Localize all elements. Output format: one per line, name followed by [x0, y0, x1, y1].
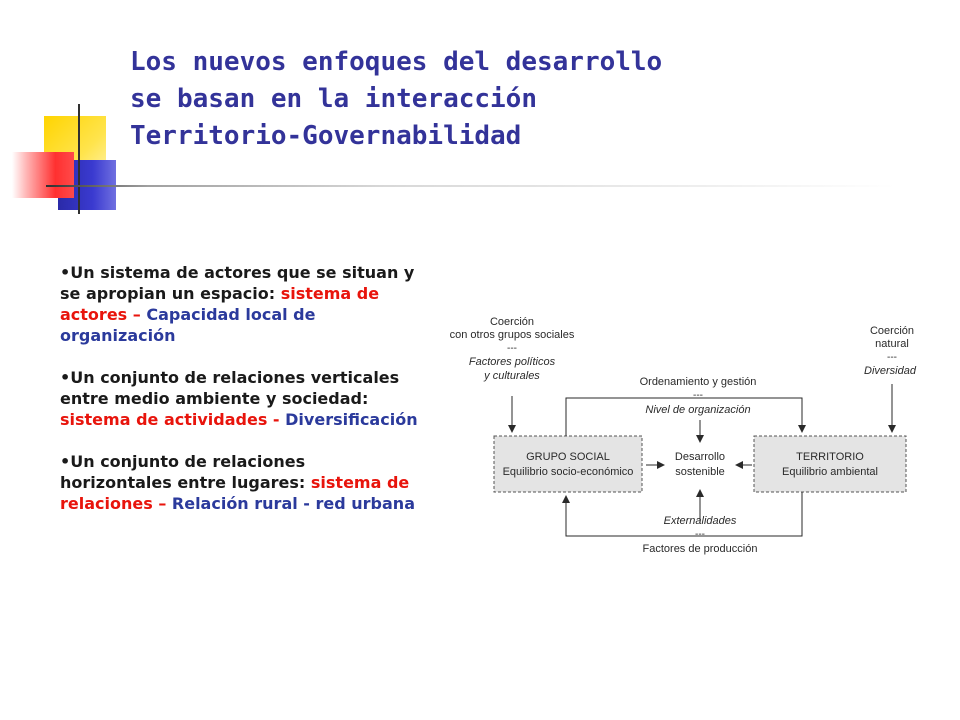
decor-vertical-line [78, 104, 80, 214]
left-label-dash: --- [507, 343, 517, 354]
bullet-1-sep: – [127, 305, 147, 324]
bullet-glyph: • [60, 263, 71, 282]
decor-red-square [12, 152, 74, 198]
bullet-1-intro: Un sistema de actores que se situan y se apropian un espacio: [60, 263, 415, 303]
development-diagram [436, 300, 936, 570]
top-label-line1: Ordenamiento y gestión [639, 376, 757, 388]
bullet-item-1 [60, 262, 420, 346]
bullet-3-intro: Un conjunto de relaciones horizontales entre lugares: [60, 452, 311, 492]
bullet-glyph: • [60, 368, 71, 387]
bullet-item-3 [60, 451, 420, 514]
bottom-label-line2: Factores de producción [642, 543, 758, 555]
right-label-line3: Diversidad [864, 365, 916, 377]
center-line1: Desarrollo [674, 451, 726, 463]
bullet-1-result: Capacidad local de organización [60, 305, 316, 345]
bottom-label-dash: --- [695, 529, 705, 540]
bullet-3-result: Relación rural - red urbana [171, 494, 415, 513]
bullet-1-key: sistema de actores [60, 284, 380, 324]
territorio-title: TERRITORIO [796, 451, 864, 463]
grupo-social-title: GRUPO SOCIAL [526, 451, 610, 463]
title-line-2: se basan en la interacción [130, 84, 537, 114]
bullet-2-key: sistema de actividades [60, 410, 268, 429]
bullet-3-sep: – [152, 494, 172, 513]
bottom-label-line1: Externalidades [663, 515, 737, 527]
top-label-line2: Nivel de organización [645, 404, 751, 416]
decor-horizontal-line [46, 185, 896, 187]
right-label-dash: --- [887, 352, 897, 363]
right-label-line2: natural [875, 338, 909, 350]
bullet-glyph: • [60, 452, 71, 471]
center-line2: sostenible [675, 466, 725, 478]
grupo-social-box [494, 436, 642, 492]
bullet-2-intro: Un conjunto de relaciones verticales entre medio ambiente y sociedad: [60, 368, 400, 408]
territorio-box [754, 436, 906, 492]
bullet-3-key: sistema de relaciones [60, 473, 410, 513]
top-label-dash: --- [693, 390, 703, 401]
left-label-line2: con otros grupos sociales [449, 329, 575, 341]
bullet-2-sep: - [267, 410, 286, 429]
title-line-3: Territorio-Governabilidad [130, 121, 522, 151]
bullet-item-2 [60, 367, 420, 430]
left-label-line1: Coerción [489, 316, 535, 328]
right-label-line1: Coerción [869, 325, 915, 337]
slide-title [130, 44, 830, 155]
territorio-subtitle: Equilibrio ambiental [782, 466, 878, 478]
bullet-list [60, 262, 420, 535]
title-line-1: Los nuevos enfoques del desarrollo [130, 47, 663, 77]
left-label-line3: Factores políticos [468, 356, 556, 368]
grupo-social-subtitle: Equilibrio socio-económico [502, 466, 634, 478]
left-label-line4: y culturales [484, 370, 540, 382]
bullet-2-result: Diversificación [285, 410, 418, 429]
